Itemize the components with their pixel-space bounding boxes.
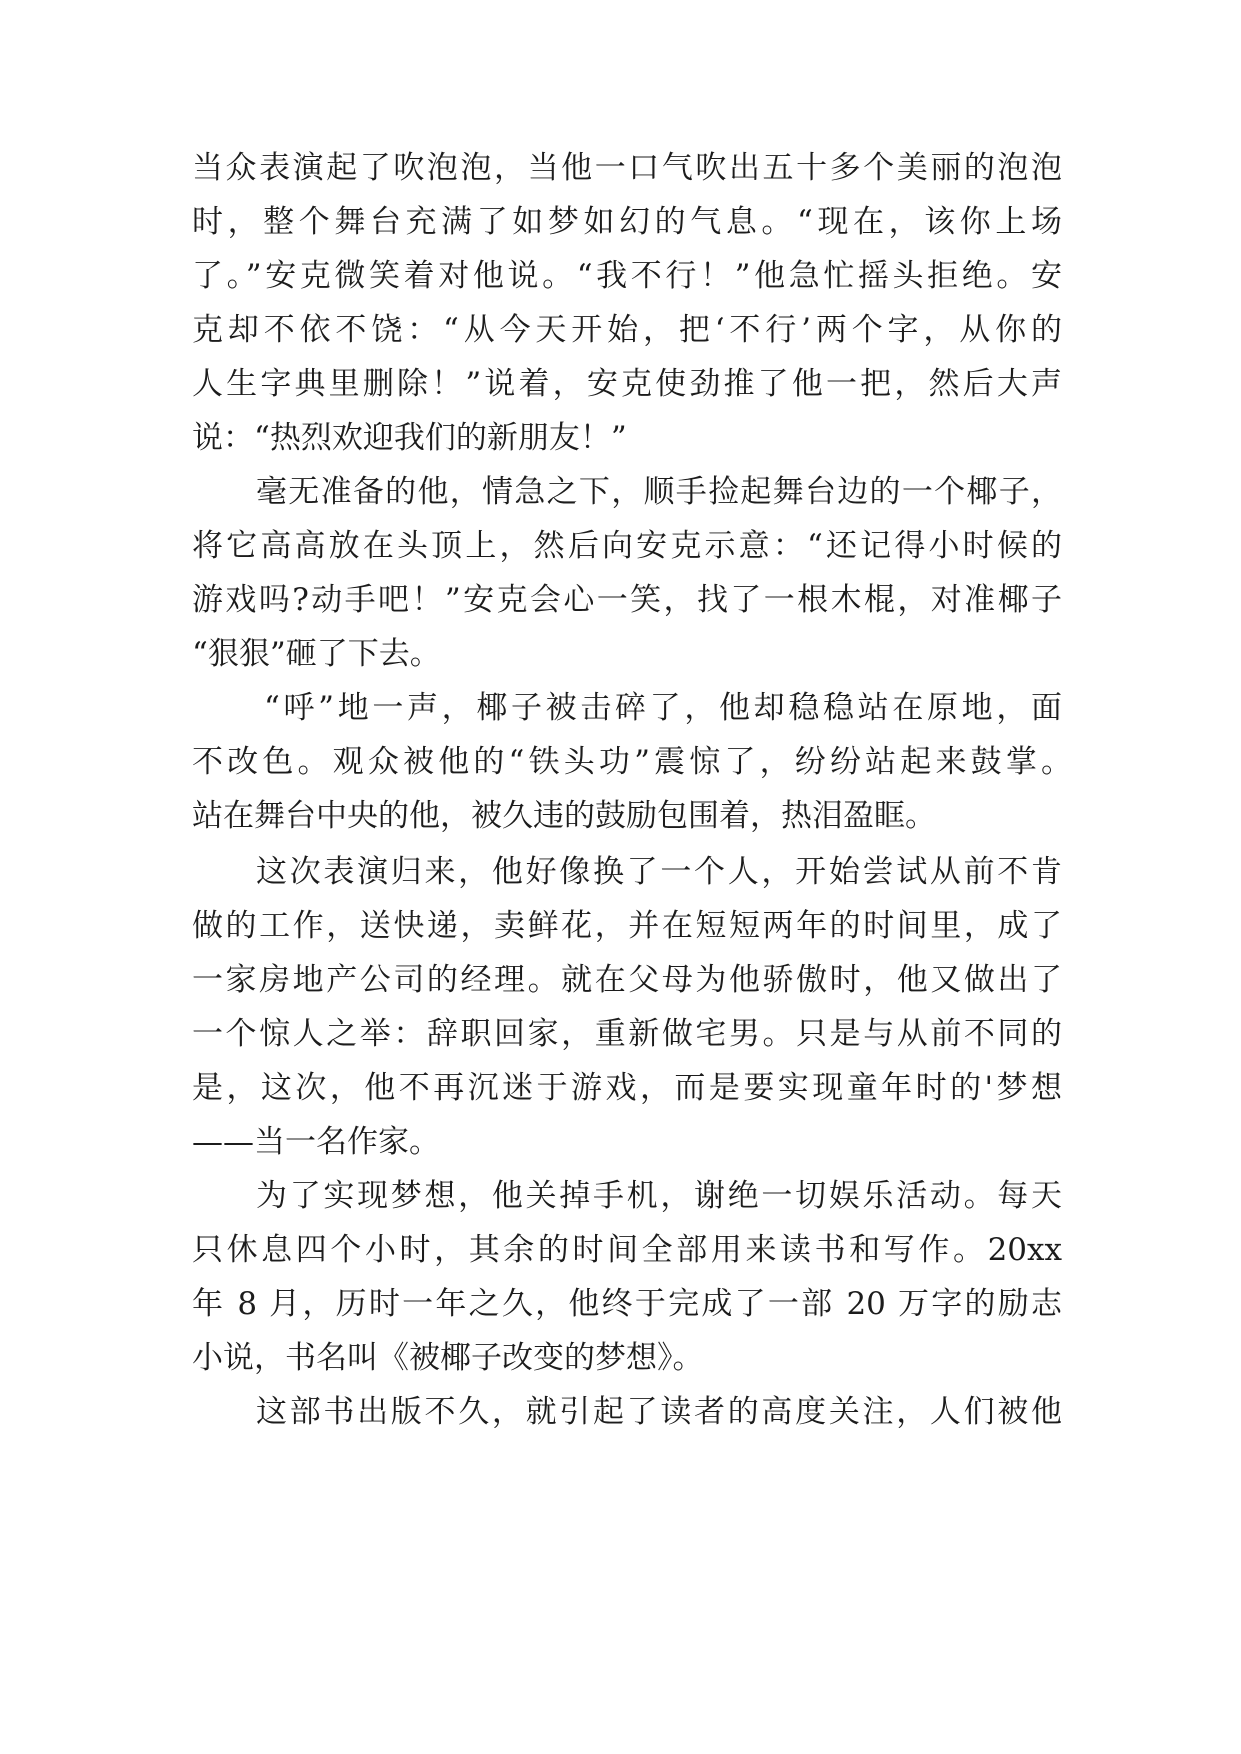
paragraph-line: “呼”地一声，椰子被击碎了，他却稳稳站在原地，面 [264, 690, 1062, 726]
paragraph-line: 毫无准备的他，情急之下，顺手捡起舞台边的一个椰子， [256, 474, 1062, 510]
paragraph-line: 这次表演归来，他好像换了一个人，开始尝试从前不肯 [256, 854, 1062, 890]
paragraph-line: 将它高高放在头顶上，然后向安克示意：“还记得小时候的 [192, 528, 1062, 564]
paragraph-line: 克却不依不饶：“从今天开始，把‘不行’两个字，从你的 [192, 312, 1062, 348]
paragraph-line: 只休息四个小时，其余的时间全部用来读书和写作。20xx [192, 1232, 1062, 1268]
paragraph-line: 一个惊人之举：辞职回家，重新做宅男。只是与从前不同的 [192, 1016, 1062, 1052]
paragraph-line: 站在舞台中央的他，被久违的鼓励包围着，热泪盈眶。 [192, 798, 936, 834]
paragraph-line: 年 8 月，历时一年之久，他终于完成了一部 20 万字的励志 [192, 1286, 1062, 1322]
paragraph-line: 了。”安克微笑着对他说。“我不行！”他急忙摇头拒绝。安 [192, 258, 1062, 294]
paragraph-line: 当众表演起了吹泡泡，当他一口气吹出五十多个美丽的泡泡 [192, 150, 1062, 186]
paragraph-line: 小说，书名叫《被椰子改变的梦想》。 [192, 1340, 704, 1376]
paragraph-line: 是，这次，他不再沉迷于游戏，而是要实现童年时的'梦想 [192, 1070, 1062, 1106]
paragraph-line: ——当一名作家。 [192, 1124, 440, 1160]
paragraph-line: 说：“热烈欢迎我们的新朋友！” [192, 420, 627, 456]
paragraph-line: 时，整个舞台充满了如梦如幻的气息。“现在，该你上场 [192, 204, 1062, 240]
paragraph-line: 这部书出版不久，就引起了读者的高度关注，人们被他 [256, 1394, 1062, 1430]
paragraph-line: “狠狠”砸了下去。 [192, 636, 441, 672]
paragraph-line: 做的工作，送快递，卖鲜花，并在短短两年的时间里，成了 [192, 908, 1062, 944]
paragraph-line: 一家房地产公司的经理。就在父母为他骄傲时，他又做出了 [192, 962, 1062, 998]
paragraph-line: 游戏吗?动手吧！”安克会心一笑，找了一根木棍，对准椰子 [192, 582, 1062, 618]
paragraph-line: 为了实现梦想，他关掉手机，谢绝一切娱乐活动。每天 [256, 1178, 1062, 1214]
paragraph-line: 人生字典里删除！”说着，安克使劲推了他一把，然后大声 [192, 366, 1062, 402]
paragraph-line: 不改色。观众被他的“铁头功”震惊了，纷纷站起来鼓掌。 [192, 744, 1072, 780]
